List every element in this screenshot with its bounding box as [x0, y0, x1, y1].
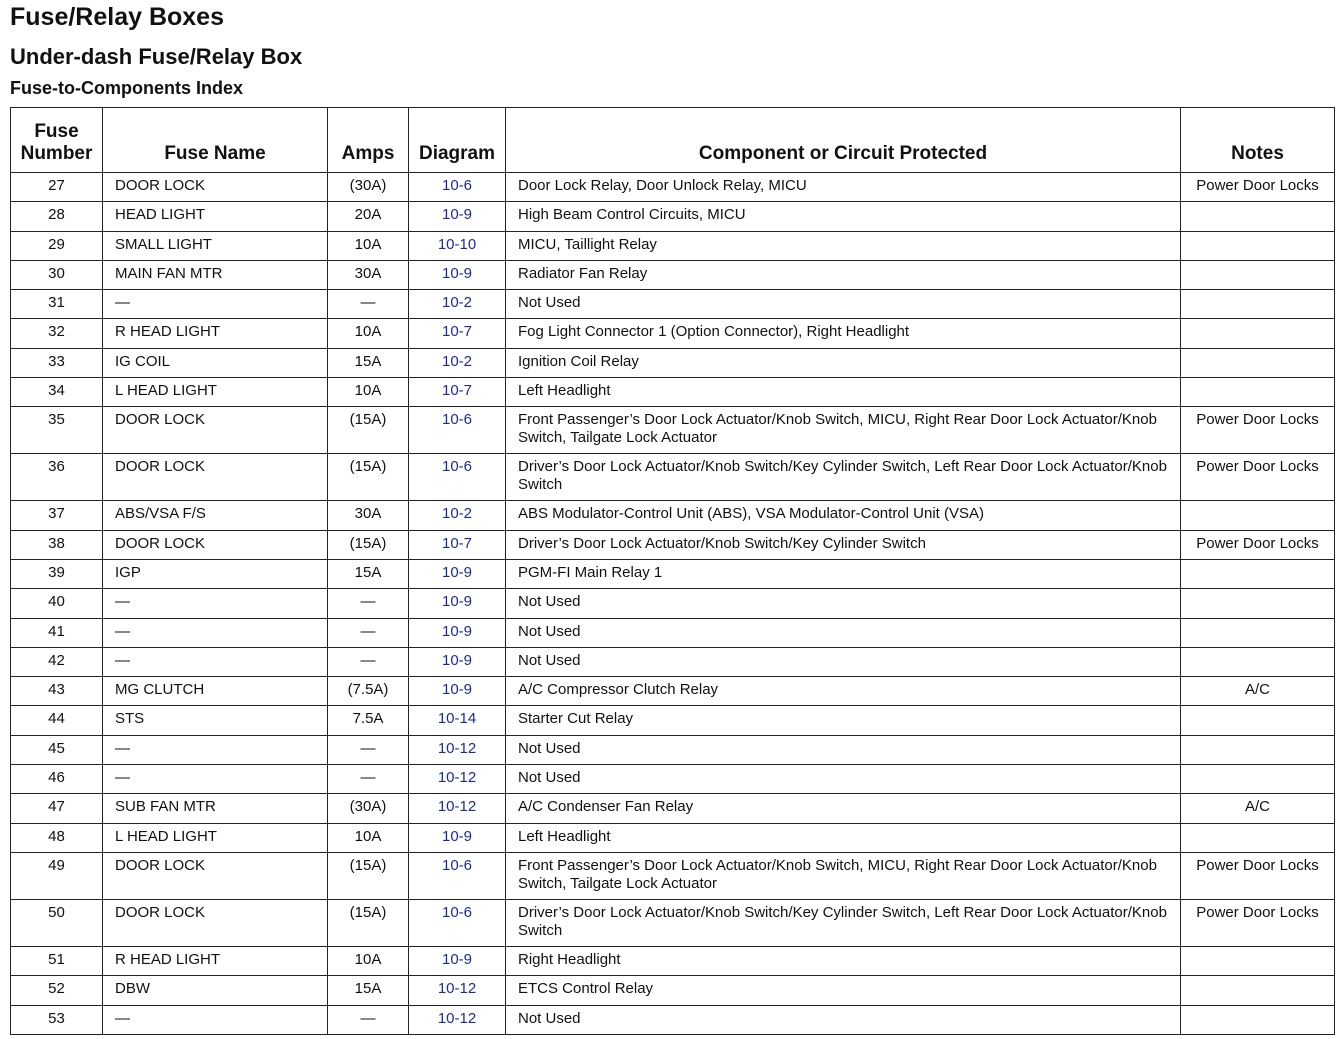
diagram-link[interactable]: 10-6	[409, 852, 506, 899]
fuse-name: DOOR LOCK	[103, 454, 328, 501]
page-subtitle: Under-dash Fuse/Relay Box	[10, 44, 303, 69]
section-title: Fuse-to-Components Index	[10, 78, 243, 98]
table-row	[11, 946, 1335, 975]
fuse-name: —	[103, 735, 328, 764]
fuse-name: DOOR LOCK	[103, 852, 328, 899]
fuse-number: 41	[11, 618, 103, 647]
fuse-amps: (15A)	[328, 899, 409, 946]
fuse-number: 36	[11, 454, 103, 501]
table-row	[11, 501, 1335, 530]
diagram-link[interactable]: 10-6	[409, 173, 506, 202]
fuse-amps: —	[328, 647, 409, 676]
table-row	[11, 647, 1335, 676]
table-row	[11, 823, 1335, 852]
notes	[1181, 260, 1335, 289]
diagram-link[interactable]: 10-12	[409, 735, 506, 764]
diagram-link[interactable]: 10-9	[409, 647, 506, 676]
table-row	[11, 794, 1335, 823]
fuse-name: —	[103, 765, 328, 794]
component-protected: Not Used	[506, 735, 1181, 764]
component-protected: Left Headlight	[506, 378, 1181, 407]
notes	[1181, 706, 1335, 735]
fuse-amps: —	[328, 735, 409, 764]
component-protected: Radiator Fan Relay	[506, 260, 1181, 289]
table-row	[11, 319, 1335, 348]
fuse-name: ABS/VSA F/S	[103, 501, 328, 530]
notes	[1181, 231, 1335, 260]
fuse-number: 53	[11, 1005, 103, 1034]
fuse-name: SUB FAN MTR	[103, 794, 328, 823]
diagram-link[interactable]: 10-10	[409, 231, 506, 260]
fuse-number: 35	[11, 407, 103, 454]
component-protected: A/C Compressor Clutch Relay	[506, 677, 1181, 706]
diagram-link[interactable]: 10-6	[409, 899, 506, 946]
diagram-link[interactable]: 10-7	[409, 530, 506, 559]
table-row	[11, 260, 1335, 289]
fuse-amps: —	[328, 589, 409, 618]
fuse-amps: (15A)	[328, 852, 409, 899]
fuse-amps: 15A	[328, 559, 409, 588]
component-protected: Left Headlight	[506, 823, 1181, 852]
table-row	[11, 677, 1335, 706]
fuse-name: DBW	[103, 976, 328, 1005]
component-protected: Starter Cut Relay	[506, 706, 1181, 735]
diagram-link[interactable]: 10-2	[409, 348, 506, 377]
notes: Power Door Locks	[1181, 852, 1335, 899]
component-protected: Not Used	[506, 765, 1181, 794]
fuse-amps: 20A	[328, 202, 409, 231]
table-row	[11, 348, 1335, 377]
fuse-amps: —	[328, 290, 409, 319]
fuse-amps: 10A	[328, 946, 409, 975]
fuse-number: 47	[11, 794, 103, 823]
diagram-link[interactable]: 10-12	[409, 794, 506, 823]
diagram-link[interactable]: 10-7	[409, 319, 506, 348]
notes: A/C	[1181, 677, 1335, 706]
fuse-number: 42	[11, 647, 103, 676]
fuse-name: —	[103, 290, 328, 319]
fuse-number: 52	[11, 976, 103, 1005]
notes	[1181, 319, 1335, 348]
notes	[1181, 765, 1335, 794]
diagram-link[interactable]: 10-9	[409, 589, 506, 618]
component-protected: Door Lock Relay, Door Unlock Relay, MICU	[506, 173, 1181, 202]
table-row	[11, 202, 1335, 231]
component-protected: ABS Modulator-Control Unit (ABS), VSA Modulator-Control Unit (VSA)	[506, 501, 1181, 530]
fuse-amps: 10A	[328, 823, 409, 852]
table-row	[11, 706, 1335, 735]
fuse-amps: (30A)	[328, 794, 409, 823]
component-protected: ETCS Control Relay	[506, 976, 1181, 1005]
fuse-amps: (15A)	[328, 530, 409, 559]
diagram-link[interactable]: 10-9	[409, 823, 506, 852]
fuse-number: 45	[11, 735, 103, 764]
diagram-link[interactable]: 10-9	[409, 677, 506, 706]
notes	[1181, 559, 1335, 588]
diagram-link[interactable]: 10-6	[409, 407, 506, 454]
component-protected: Not Used	[506, 1005, 1181, 1034]
fuse-name: STS	[103, 706, 328, 735]
fuse-amps: 10A	[328, 319, 409, 348]
notes: Power Door Locks	[1181, 173, 1335, 202]
fuse-amps: 10A	[328, 231, 409, 260]
fuse-number: 27	[11, 173, 103, 202]
component-protected: Not Used	[506, 647, 1181, 676]
diagram-link[interactable]: 10-9	[409, 202, 506, 231]
fuse-number: 44	[11, 706, 103, 735]
fuse-name: MG CLUTCH	[103, 677, 328, 706]
fuse-amps: 15A	[328, 348, 409, 377]
fuse-name: L HEAD LIGHT	[103, 378, 328, 407]
fuse-name: DOOR LOCK	[103, 530, 328, 559]
component-protected: MICU, Taillight Relay	[506, 231, 1181, 260]
component-protected: Fog Light Connector 1 (Option Connector), Right Headlight	[506, 319, 1181, 348]
table-row	[11, 378, 1335, 407]
component-protected: PGM-FI Main Relay 1	[506, 559, 1181, 588]
component-protected: Driver’s Door Lock Actuator/Knob Switch/Key Cylinder Switch, Left Rear Door Lock Actuator/Knob Switch	[506, 454, 1181, 501]
table-row	[11, 530, 1335, 559]
fuse-number: 39	[11, 559, 103, 588]
notes	[1181, 976, 1335, 1005]
fuse-name: —	[103, 618, 328, 647]
fuse-name: HEAD LIGHT	[103, 202, 328, 231]
table-row	[11, 589, 1335, 618]
diagram-link[interactable]: 10-12	[409, 1005, 506, 1034]
fuse-number: 46	[11, 765, 103, 794]
table-row	[11, 735, 1335, 764]
fuse-number: 48	[11, 823, 103, 852]
fuse-amps: (15A)	[328, 407, 409, 454]
fuse-amps: 30A	[328, 260, 409, 289]
notes	[1181, 647, 1335, 676]
table-row	[11, 852, 1335, 899]
fuse-name: R HEAD LIGHT	[103, 946, 328, 975]
fuse-number: 43	[11, 677, 103, 706]
fuse-amps: 7.5A	[328, 706, 409, 735]
fuse-name: R HEAD LIGHT	[103, 319, 328, 348]
fuse-name: MAIN FAN MTR	[103, 260, 328, 289]
notes	[1181, 823, 1335, 852]
fuse-name: IGP	[103, 559, 328, 588]
header-component: Component or Circuit Protected	[506, 108, 1181, 173]
fuse-number: 30	[11, 260, 103, 289]
notes	[1181, 1005, 1335, 1034]
fuse-name: SMALL LIGHT	[103, 231, 328, 260]
header-fuse-name: Fuse Name	[103, 108, 328, 173]
table-row	[11, 976, 1335, 1005]
table-row	[11, 407, 1335, 454]
fuse-name: —	[103, 589, 328, 618]
notes	[1181, 378, 1335, 407]
fuse-number: 37	[11, 501, 103, 530]
notes: Power Door Locks	[1181, 899, 1335, 946]
table-row	[11, 173, 1335, 202]
component-protected: Ignition Coil Relay	[506, 348, 1181, 377]
fuse-name: DOOR LOCK	[103, 407, 328, 454]
fuse-name: —	[103, 647, 328, 676]
fuse-name: L HEAD LIGHT	[103, 823, 328, 852]
diagram-link[interactable]: 10-12	[409, 976, 506, 1005]
header-amps: Amps	[328, 108, 409, 173]
header-fuse-number: Fuse Number	[11, 108, 103, 173]
fuse-name: DOOR LOCK	[103, 173, 328, 202]
fuse-name: —	[103, 1005, 328, 1034]
diagram-link[interactable]: 10-12	[409, 765, 506, 794]
fuse-name: IG COIL	[103, 348, 328, 377]
component-protected: Not Used	[506, 589, 1181, 618]
table-row	[11, 899, 1335, 946]
fuse-amps: —	[328, 1005, 409, 1034]
fuse-number: 50	[11, 899, 103, 946]
notes	[1181, 589, 1335, 618]
fuse-amps: (30A)	[328, 173, 409, 202]
table-row	[11, 231, 1335, 260]
fuse-number: 32	[11, 319, 103, 348]
notes	[1181, 735, 1335, 764]
diagram-link[interactable]: 10-9	[409, 260, 506, 289]
page-title: Fuse/Relay Boxes	[10, 3, 224, 31]
fuse-number: 28	[11, 202, 103, 231]
fuse-amps: 30A	[328, 501, 409, 530]
notes	[1181, 946, 1335, 975]
diagram-link[interactable]: 10-9	[409, 559, 506, 588]
fuse-number: 33	[11, 348, 103, 377]
table-row	[11, 454, 1335, 501]
component-protected: Right Headlight	[506, 946, 1181, 975]
fuse-amps: (15A)	[328, 454, 409, 501]
fuse-number: 38	[11, 530, 103, 559]
table-row	[11, 559, 1335, 588]
table-row	[11, 1005, 1335, 1034]
notes: Power Door Locks	[1181, 530, 1335, 559]
fuse-amps: 15A	[328, 976, 409, 1005]
component-protected: Not Used	[506, 618, 1181, 647]
fuse-amps: —	[328, 618, 409, 647]
component-protected: Driver’s Door Lock Actuator/Knob Switch/Key Cylinder Switch	[506, 530, 1181, 559]
component-protected: A/C Condenser Fan Relay	[506, 794, 1181, 823]
notes: Power Door Locks	[1181, 454, 1335, 501]
fuse-number: 34	[11, 378, 103, 407]
table-header-row	[11, 108, 1335, 173]
notes	[1181, 501, 1335, 530]
diagram-link[interactable]: 10-2	[409, 290, 506, 319]
fuse-amps: (7.5A)	[328, 677, 409, 706]
header-notes: Notes	[1181, 108, 1335, 173]
component-protected: High Beam Control Circuits, MICU	[506, 202, 1181, 231]
notes	[1181, 202, 1335, 231]
fuse-number: 51	[11, 946, 103, 975]
table-row	[11, 290, 1335, 319]
fuse-number: 29	[11, 231, 103, 260]
fuse-amps: —	[328, 765, 409, 794]
component-protected: Driver’s Door Lock Actuator/Knob Switch/Key Cylinder Switch, Left Rear Door Lock Actuator/Knob Switch	[506, 899, 1181, 946]
diagram-link[interactable]: 10-9	[409, 946, 506, 975]
fuse-number: 49	[11, 852, 103, 899]
fuse-index-table	[10, 107, 1335, 1035]
component-protected: Not Used	[506, 290, 1181, 319]
table-row	[11, 618, 1335, 647]
notes: Power Door Locks	[1181, 407, 1335, 454]
diagram-link[interactable]: 10-7	[409, 378, 506, 407]
table-row	[11, 765, 1335, 794]
fuse-number: 40	[11, 589, 103, 618]
component-protected: Front Passenger’s Door Lock Actuator/Knob Switch, MICU, Right Rear Door Lock Actuator/Knob Switch, Tailgate Lock Actuator	[506, 407, 1181, 454]
notes	[1181, 348, 1335, 377]
diagram-link[interactable]: 10-6	[409, 454, 506, 501]
fuse-amps: 10A	[328, 378, 409, 407]
header-diagram: Diagram	[409, 108, 506, 173]
notes	[1181, 290, 1335, 319]
diagram-link[interactable]: 10-9	[409, 618, 506, 647]
fuse-name: DOOR LOCK	[103, 899, 328, 946]
diagram-link[interactable]: 10-2	[409, 501, 506, 530]
diagram-link[interactable]: 10-14	[409, 706, 506, 735]
component-protected: Front Passenger’s Door Lock Actuator/Knob Switch, MICU, Right Rear Door Lock Actuator/Knob Switch, Tailgate Lock Actuator	[506, 852, 1181, 899]
notes: A/C	[1181, 794, 1335, 823]
notes	[1181, 618, 1335, 647]
fuse-number: 31	[11, 290, 103, 319]
